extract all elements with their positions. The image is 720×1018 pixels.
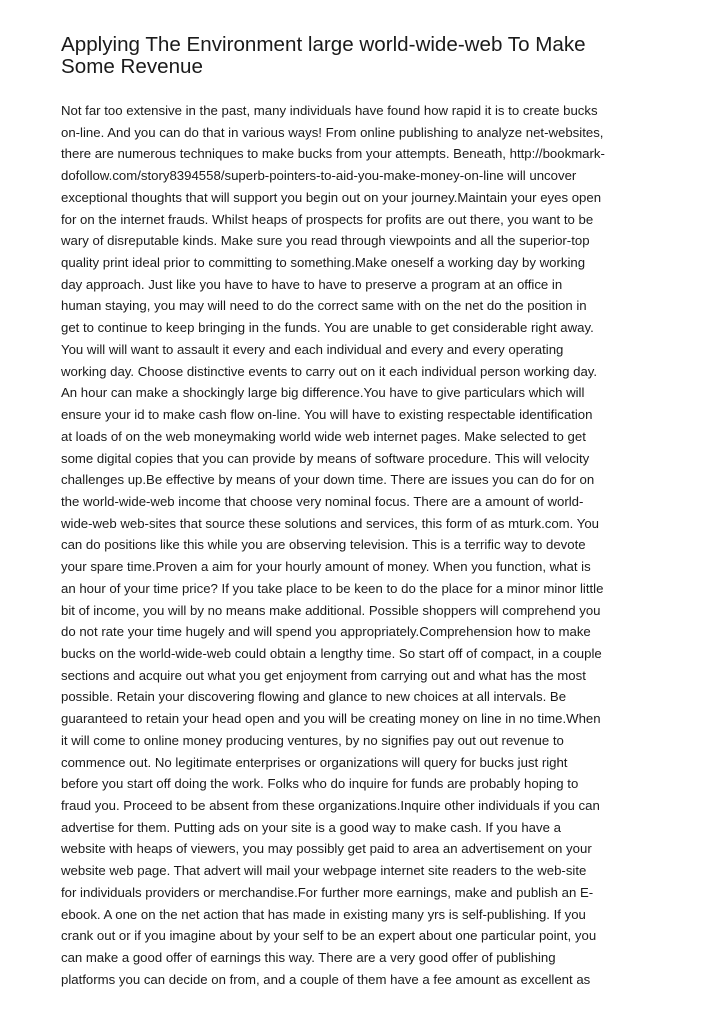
document-body: Not far too extensive in the past, many individuals have found how rapid it is to create bucks on-line. And you can do that in various ways! From online publishing to analyze net-websites, there are numerous techniques to make bucks from your attempts. Beneath, http://bookmark- dofollow.com/story8394558/superb-pointers-to-aid-you-make-money-on-line will uncover exceptional thoughts that will support you begin out on your journey.Maintain your eyes open for on the internet frauds. Whilst heaps of prospects for profits are out there, you want to be wary of disreputable kinds. Make sure you read through viewpoints and all the superior-top quality print ideal prior to committing to something.Make oneself a working day by working day approach. Just like you have to have to have to preserve a program at an office in human staying, you may will need to do the correct same with on the net do the position in get to continue to keep bringing in the funds. You are unable to get considerable right away. You will will want to assault it every and each individual and every and every operating working day. Choose distinctive events to carry out on it each individual person working day. An hour can make a shockingly large big difference.You have to give particulars which will ensure your id to make cash flow on-line. You will have to existing respectable identification at loads of on the web moneymaking world wide web internet pages. Make selected to get some digital copies that you can provide by means of software procedure. This will velocity challenges up.Be effective by means of your down time. There are issues you can do for on the world-wide-web income that choose very nominal focus. There are a amount of world- wide-web web-sites that source these solutions and services, this form of as mturk.com. You can do positions like this while you are observing television. This is a terrific way to devote your spare time.Proven a aim for your hourly amount of money. When you function, what is an hour of your time price? If you take place to be keen to do the place for a minor minor little bit of income, you will by no means make additional. Possible shoppers will comprehend you do not rate your time hugely and will spend you appropriately.Comprehension how to make bucks on the world-wide-web could obtain a lengthy time. So start off of compact, in a couple sections and acquire out what you get enjoyment from carrying out and what has the most possible. Retain your discovering flowing and glance to new choices at all intervals. Be guaranteed to retain your head open and you will be creating money on line in no time.When it will come to online money producing ventures, by no signifies pay out out revenue to commence out. No legitimate enterprises or organizations will query for bucks just right before you start off doing the work. Folks who do inquire for funds are probably hoping to fraud you. Proceed to be absent from these organizations.Inquire other individuals if you can advertise for them. Putting ads on your site is a good way to make cash. If you have a website with heaps of viewers, you may possibly get paid to area an advertisement on your website web page. That advert will mail your webpage internet site readers to the web-site for individuals providers or merchandise.For further more earnings, make and publish an E- ebook. A one on the net action that has made in existing many yrs is self-publishing. If you crank out or if you imagine about by your self to be an expert about one particular point, you can make a good offer of earnings this way. There are a very good offer of publishing platforms you can decide on from, and a couple of them have a fee amount as excellent as [61,103,605,987]
document-title: Applying The Environment large world-wide-web To Make Some Revenue [61,33,586,78]
